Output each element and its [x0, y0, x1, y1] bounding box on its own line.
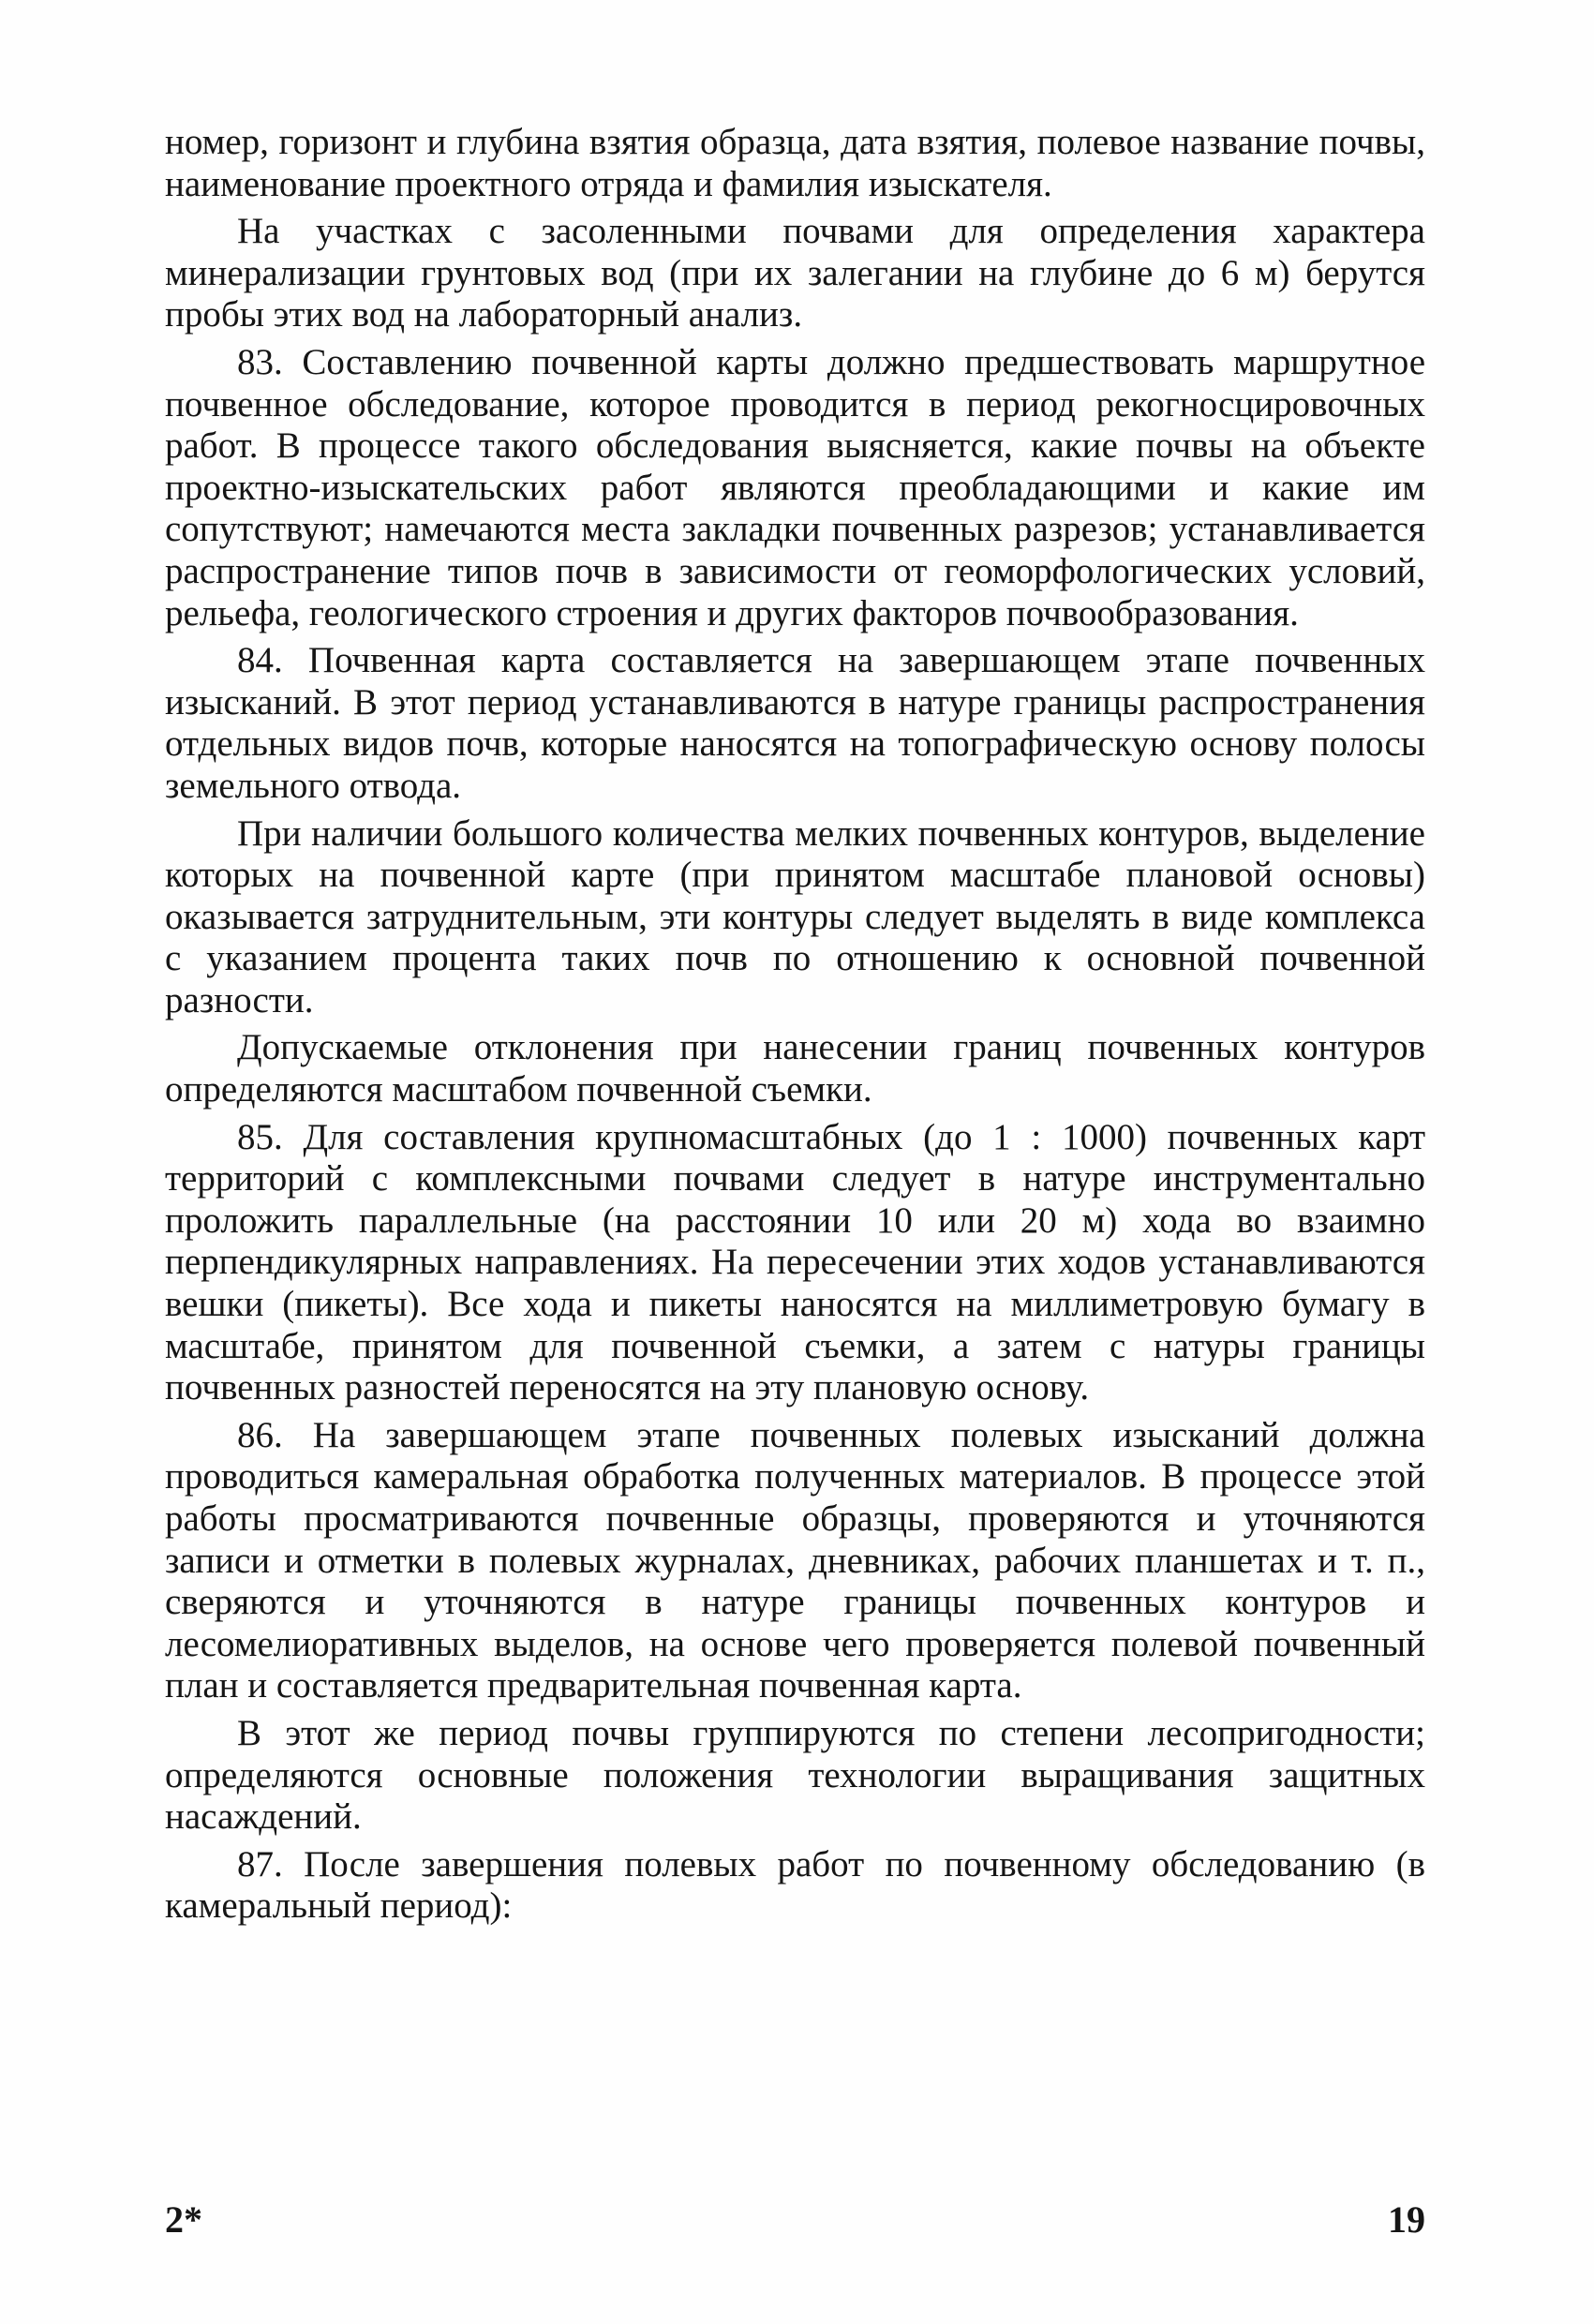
signature-mark: 2*	[165, 2198, 202, 2241]
paragraph-85: 85. Для составления крупномасштабных (до 1 : 1000) почвенных карт территорий с комплексными почвами следует в натуре инструментально проложить параллельные (на расстоянии 10 или 20 м) хода во взаимно перпендикулярных направлениях. На пересечении этих ходов устанавливаются вешки (пикеты). Все хода и пикеты наносятся на миллиметровую бумагу в масштабе, принятом для почвенной съемки, а затем с натуры границы почвенных разностей переносятся на эту плановую основу.	[165, 1116, 1425, 1408]
paragraph-allowed-deviations: Допускаемые отклонения при нанесении границ почвенных контуров определяются масштабом почвенной съемки.	[165, 1027, 1425, 1110]
paragraph-saline-soils: На участках с засоленными почвами для определения характера минерализации грунтовых вод (при их залегании на глубине до 6 м) берутся пробы этих вод на лабораторный анализ.	[165, 211, 1425, 335]
paragraph-86: 86. На завершающем этапе почвенных полевых изысканий должна проводиться камеральная обработка полученных материалов. В процессе этой работы просматриваются почвенные образцы, проверяются и уточняются записи и отметки в полевых журналах, дневниках, рабочих планшетах и т. п., сверяются и уточняются в натуре границы почвенных контуров и лесомелиоративных выделов, на основе чего проверяется полевой почвенный план и составляется предварительная почвенная карта.	[165, 1414, 1425, 1706]
paragraph-small-contours: При наличии большого количества мелких почвенных контуров, выделение которых на почвенной карте (при принятом масштабе плановой основы) оказывается затруднительным, эти контуры следует выделять в виде комплекса с указанием процента таких почв по отношению к основной почвенной разности.	[165, 812, 1425, 1020]
page-number: 19	[1388, 2198, 1425, 2241]
paragraph-84: 84. Почвенная карта составляется на завершающем этапе почвенных изысканий. В этот период устанавливаются в натуре границы распространения отдельных видов почв, которые наносятся на топографическую основу полосы земельного отвода.	[165, 640, 1425, 806]
paragraph-83: 83. Составлению почвенной карты должно предшествовать маршрутное почвенное обследование, которое проводится в период рекогносцировочных работ. В процессе такого обследования выясняется, какие почвы на объекте проектно-изыскательских работ являются преобладающими и какие им сопутствуют; намечаются места закладки почвенных разрезов; устанавливается распространение типов почв в зависимости от геоморфологических условий, рельефа, геологического строения и других факторов почвообразования.	[165, 341, 1425, 633]
page-footer	[165, 2197, 1425, 2254]
paragraph-87: 87. После завершения полевых работ по почвенному обследованию (в камеральный период):	[165, 1843, 1425, 1927]
paragraph-continuation: номер, горизонт и глубина взятия образца, дата взятия, полевое название почвы, наименование проектного отряда и фамилия изыскателя.	[165, 122, 1425, 204]
paragraph-soil-grouping: В этот же период почвы группируются по степени лесопригодности; определяются основные положения технологии выращивания защитных насаждений.	[165, 1712, 1425, 1838]
body-text	[165, 122, 1425, 1933]
